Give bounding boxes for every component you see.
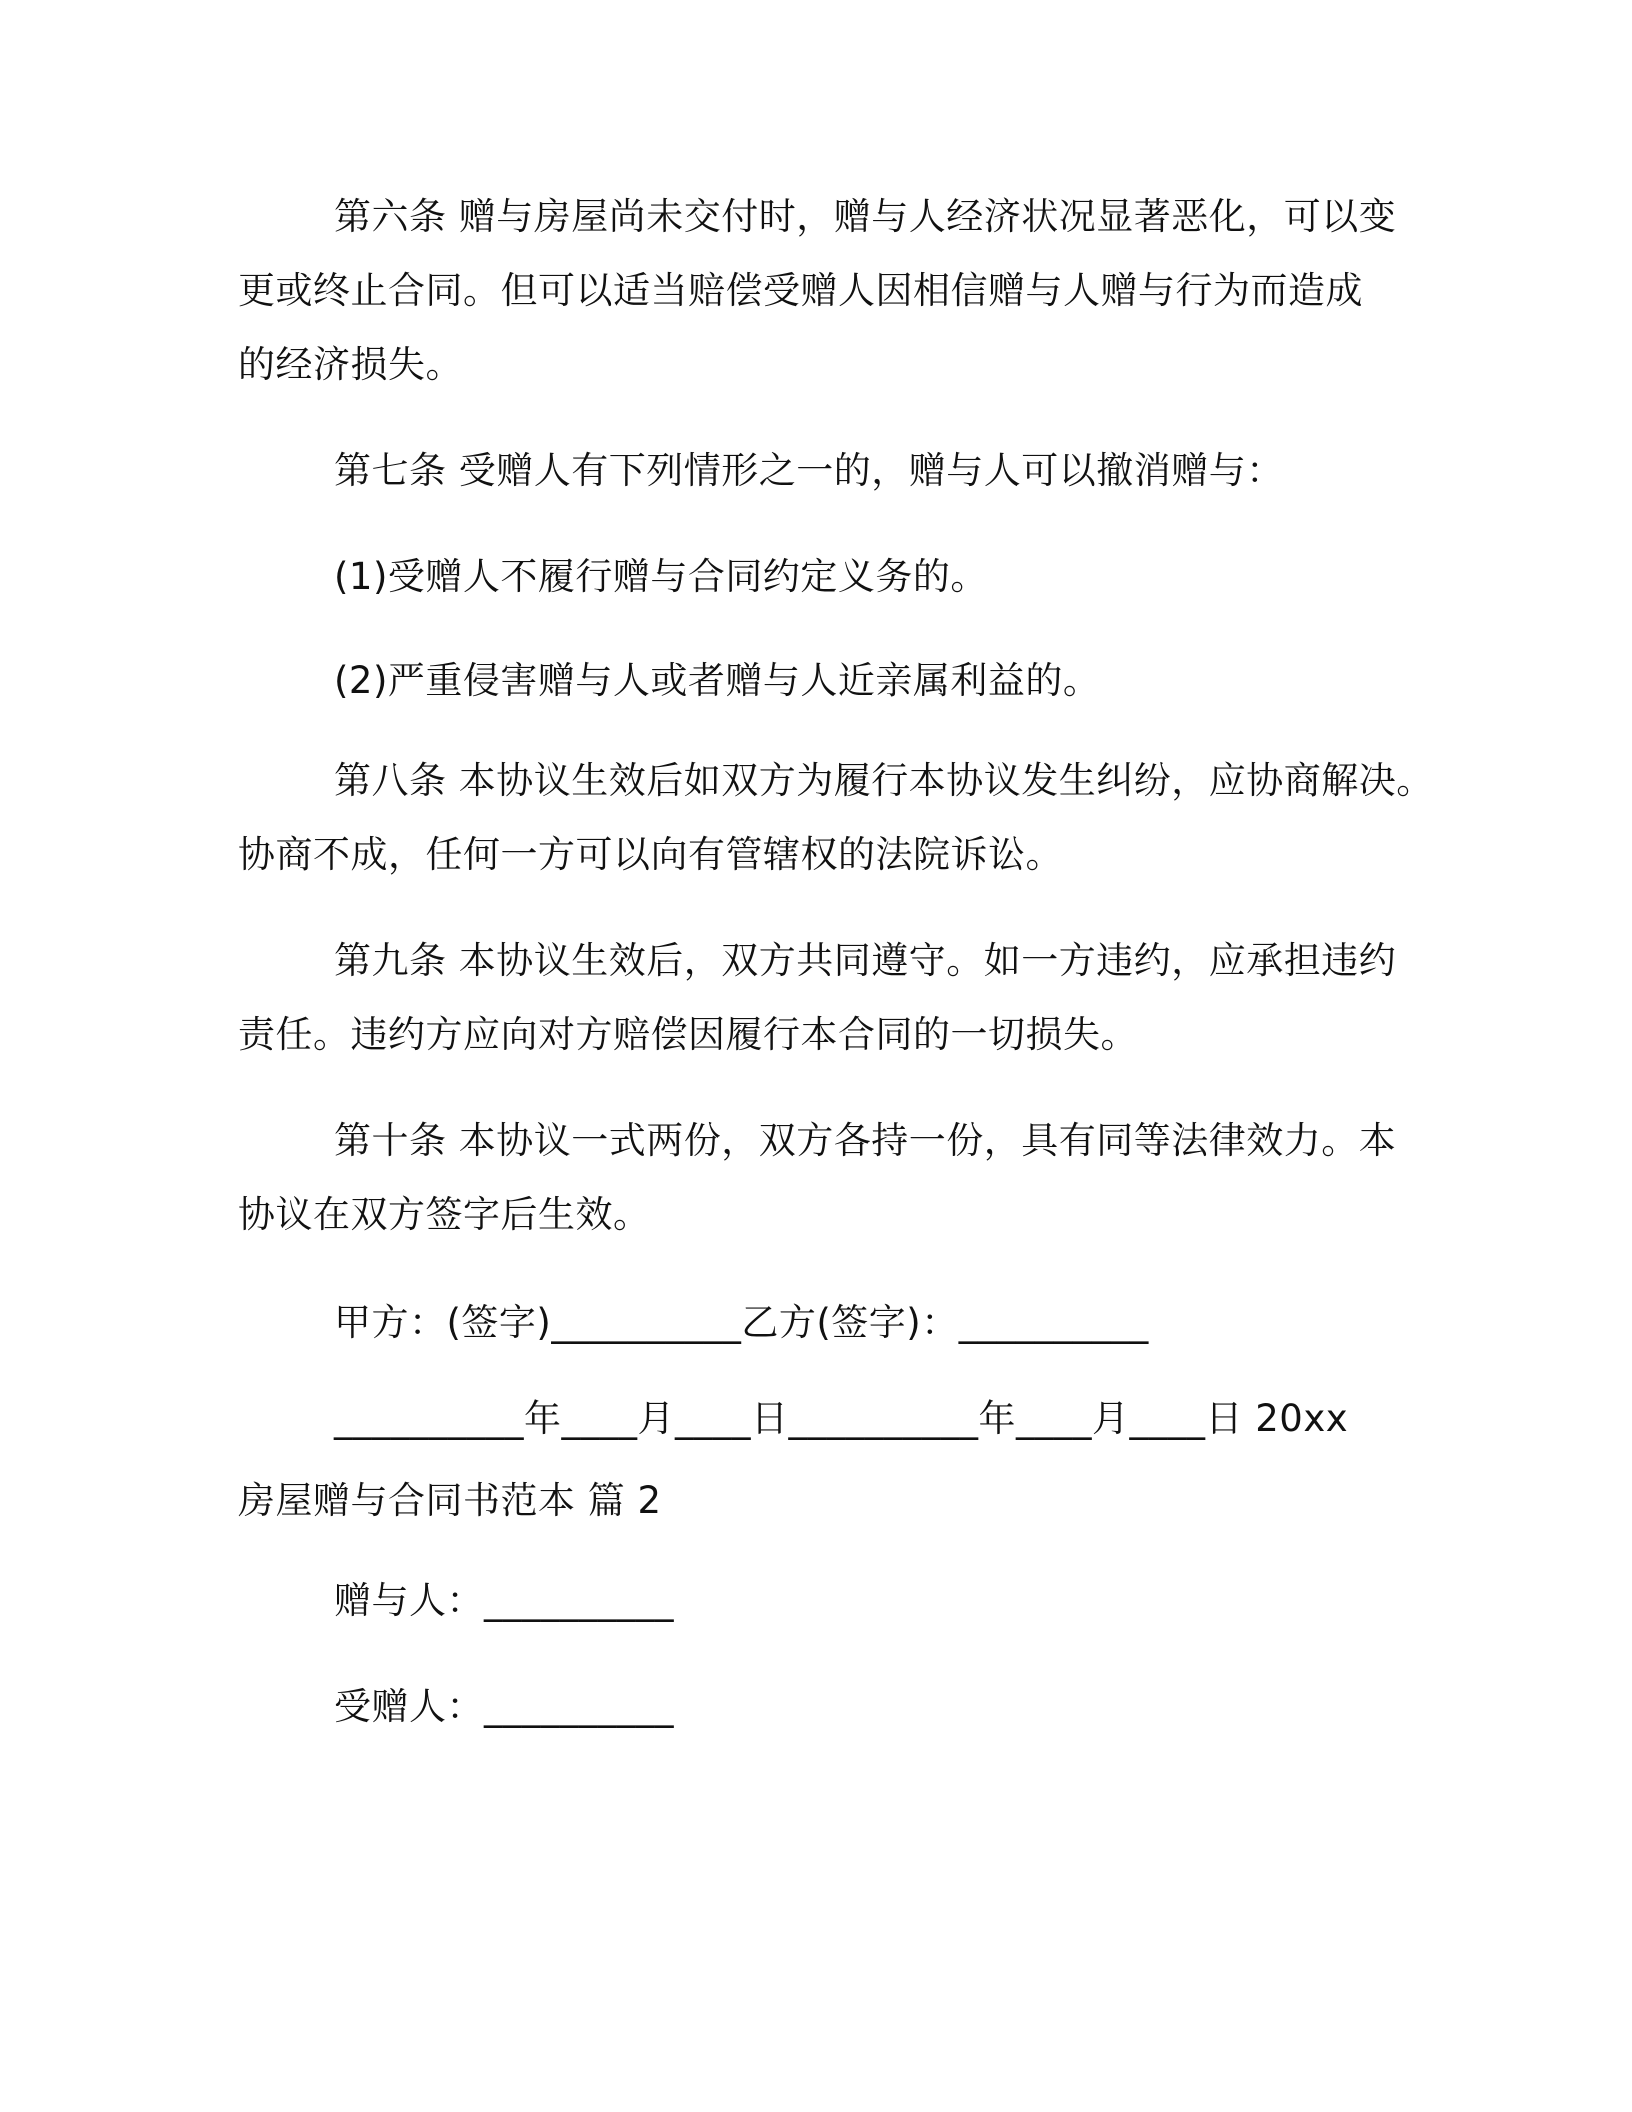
article-8-line-1: 第八条 本协议生效后如双方为履行本协议发生纠纷，应协商解决。 — [334, 759, 1434, 802]
article-7-item-2: (2)严重侵害赠与人或者赠与人近亲属利益的。 — [334, 659, 1101, 702]
article-7-heading: 第七条 受赠人有下列情形之一的，赠与人可以撤消赠与： — [334, 449, 1284, 492]
article-9-line-2: 责任。违约方应向对方赔偿因履行本合同的一切损失。 — [238, 1013, 1138, 1056]
section-title: 房屋赠与合同书范本 篇 2 — [238, 1479, 662, 1522]
recipient-field: 受赠人：__________ — [334, 1685, 674, 1728]
article-9-line-1: 第九条 本协议生效后，双方共同遵守。如一方违约，应承担违约 — [334, 939, 1397, 982]
article-6-line-3: 的经济损失。 — [238, 343, 463, 386]
article-10-line-2: 协议在双方签字后生效。 — [238, 1193, 651, 1236]
article-7-item-1: (1)受赠人不履行赠与合同约定义务的。 — [334, 555, 988, 598]
article-10-line-1: 第十条 本协议一式两份，双方各持一份，具有同等法律效力。本 — [334, 1119, 1397, 1162]
article-8-line-2: 协商不成，任何一方可以向有管辖权的法院诉讼。 — [238, 833, 1063, 876]
article-6-line-2: 更或终止合同。但可以适当赔偿受赠人因相信赠与人赠与行为而造成 — [238, 269, 1363, 312]
donor-field: 赠与人：__________ — [334, 1579, 674, 1622]
article-6-line-1: 第六条 赠与房屋尚未交付时，赠与人经济状况显著恶化，可以变 — [334, 195, 1397, 238]
date-line: __________年____月____日__________年____月____日 20xx — [334, 1397, 1349, 1440]
signature-line: 甲方：(签字)__________乙方(签字)：__________ — [334, 1301, 1149, 1344]
